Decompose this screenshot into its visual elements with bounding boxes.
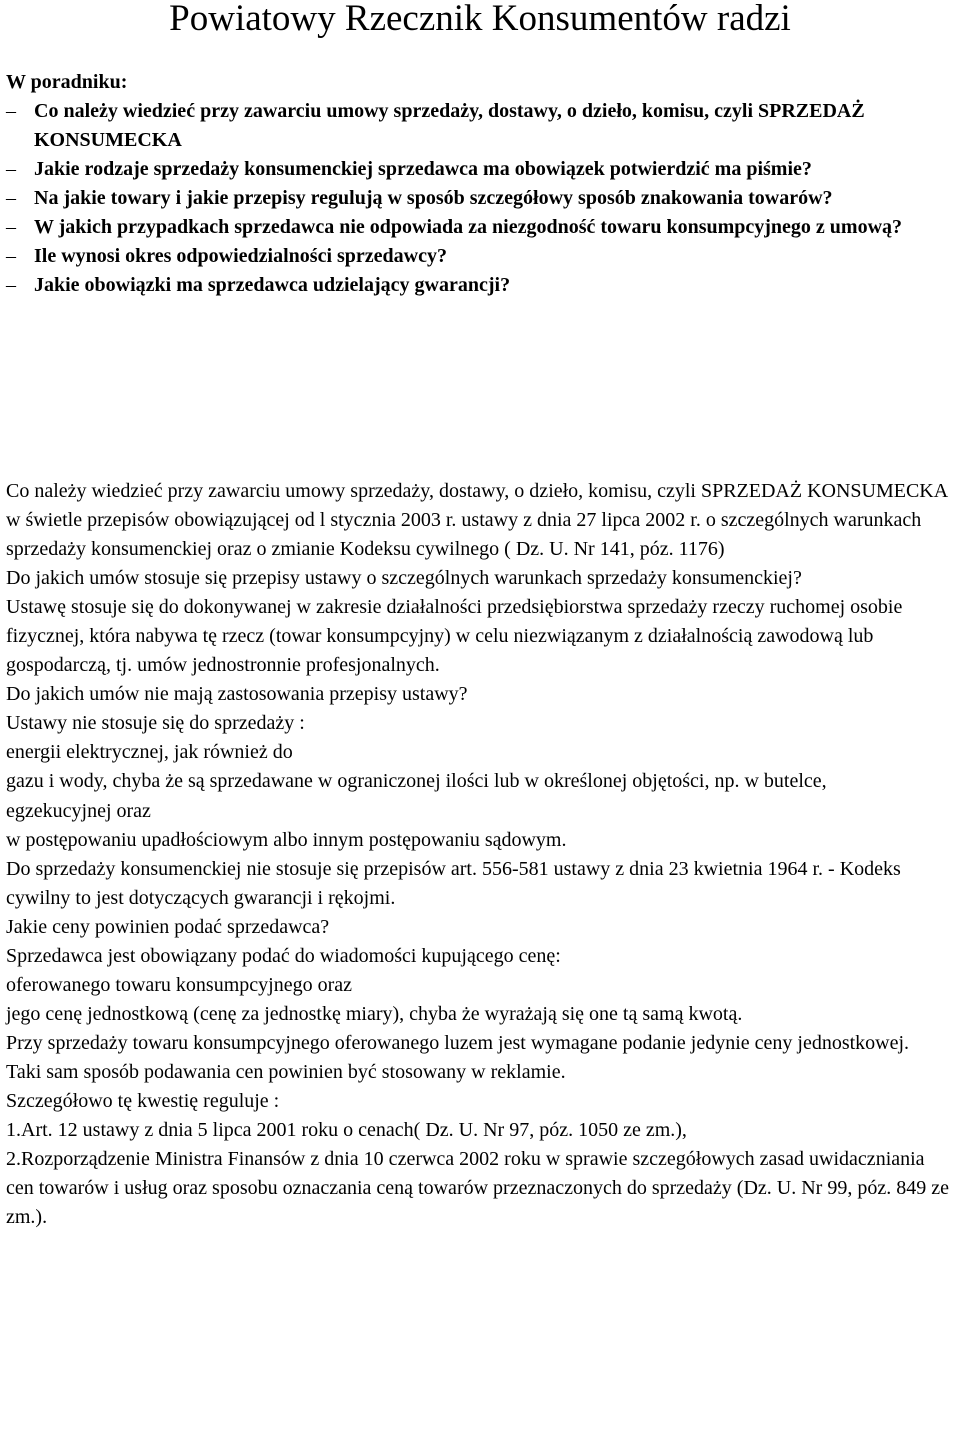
- answer-paragraph: Taki sam sposób podawania cen powinien być stosowany w reklamie.: [6, 1060, 566, 1083]
- list-item-text: Ile wynosi okres odpowiedzialności sprzedawcy?: [34, 245, 447, 267]
- answer-paragraph: Ustawę stosuje się do dokonywanej w zakresie działalności przedsiębiorstwa sprzedaży rzeczy ruchomej osobie fizycznej, która nabywa tę rzecz (towar konsumpcyjny) w celu niezwiązanym z działalnością zawodową lub gospodarczą, tj. umów jednostronnie profesjonalnych.: [6, 596, 903, 677]
- exclusion-item: energii elektrycznej, jak również do: [6, 741, 293, 764]
- list-item-text: W jakich przypadkach sprzedawca nie odpowiada za niezgodność towaru konsumpcyjnego z umową?: [34, 216, 903, 238]
- answer-paragraph: Do sprzedaży konsumenckiej nie stosuje się przepisów art. 556-581 ustawy z dnia 23 kwietnia 1964 r. - Kodeks cywilny to jest dotyczących gwarancji i rękojmi.: [6, 857, 901, 909]
- guide-contents: [6, 68, 936, 300]
- dash-bullet: –: [6, 158, 16, 180]
- list-item: [6, 242, 936, 271]
- price-item: jego cenę jednostkową (cenę za jednostkę miary), chyba że wyrażają się one tą samą kwotą.: [6, 1002, 743, 1025]
- list-item: [6, 97, 936, 155]
- dash-bullet: –: [6, 245, 16, 267]
- list-item-text: Na jakie towary i jakie przepisy regulują w sposób szczegółowy sposób znakowania towarów?: [34, 187, 833, 209]
- list-item: [6, 271, 936, 300]
- exclusion-item: gazu i wody, chyba że są sprzedawane w ograniczonej ilości lub w określonej objętości, np. w butelce,: [6, 770, 827, 793]
- dash-bullet: –: [6, 187, 16, 209]
- answer-paragraph: Przy sprzedaży towaru konsumpcyjnego oferowanego luzem jest wymagane podanie jedynie ceny jednostkowej.: [6, 1031, 910, 1054]
- regulation-reference: 2.Rozporządzenie Ministra Finansów z dnia 10 czerwca 2002 roku w sprawie szczegółowych zasad uwidaczniania cen towarów i usług oraz sposobu oznaczania ceną towarów przeznaczonych do sprzedaży (Dz. U. Nr 99, póz. 849 ze zm.).: [6, 1148, 949, 1229]
- price-item: oferowanego towaru konsumpcyjnego oraz: [6, 973, 352, 996]
- answer-paragraph: Sprzedawca jest obowiązany podać do wiadomości kupującego cenę:: [6, 944, 561, 967]
- dash-bullet: –: [6, 274, 16, 296]
- article-body: [6, 477, 956, 1232]
- list-item-text: Jakie obowiązki ma sprzedawca udzielający gwarancji?: [34, 274, 511, 296]
- guide-contents-heading: W poradniku:: [6, 71, 128, 93]
- list-item: [6, 155, 936, 184]
- legal-basis-paragraph: w świetle przepisów obowiązującej od l stycznia 2003 r. ustawy z dnia 27 lipca 2002 r. o szczególnych warunkach sprzedaży konsumenckiej oraz o zmianie Kodeksu cywilnego ( Dz. U. Nr 141, póz. 1176): [6, 509, 922, 561]
- guide-contents-list: [6, 97, 936, 300]
- page-title: Powiatowy Rzecznik Konsumentów radzi: [169, 0, 791, 39]
- list-item: [6, 213, 936, 242]
- dash-bullet: –: [6, 100, 16, 122]
- exclusion-item: egzekucyjnej oraz: [6, 799, 151, 822]
- answer-paragraph: Ustawy nie stosuje się do sprzedaży :: [6, 712, 305, 735]
- section-heading: Co należy wiedzieć przy zawarciu umowy sprzedaży, dostawy, o dzieło, komisu, czyli SPRZEDAŻ KONSUMECKA: [6, 480, 949, 502]
- exclusion-item: w postępowaniu upadłościowym albo innym postępowaniu sądowym.: [6, 828, 567, 851]
- list-item: [6, 184, 936, 213]
- dash-bullet: –: [6, 216, 16, 238]
- answer-paragraph: Szczegółowo tę kwestię reguluje :: [6, 1089, 280, 1112]
- regulation-reference: 1.Art. 12 ustawy z dnia 5 lipca 2001 roku o cenach( Dz. U. Nr 97, póz. 1050 ze zm.),: [6, 1119, 687, 1142]
- question-heading: Do jakich umów nie mają zastosowania przepisy ustawy?: [6, 683, 468, 706]
- question-heading: Jakie ceny powinien podać sprzedawca?: [6, 915, 330, 938]
- question-heading: Do jakich umów stosuje się przepisy ustawy o szczególnych warunkach sprzedaży konsumenckiej?: [6, 567, 802, 590]
- list-item-text: Jakie rodzaje sprzedaży konsumenckiej sprzedawca ma obowiązek potwierdzić ma piśmie?: [34, 158, 812, 180]
- list-item-text: Co należy wiedzieć przy zawarciu umowy sprzedaży, dostawy, o dzieło, komisu, czyli SPRZEDAŻ KONSUMECKA: [34, 100, 865, 151]
